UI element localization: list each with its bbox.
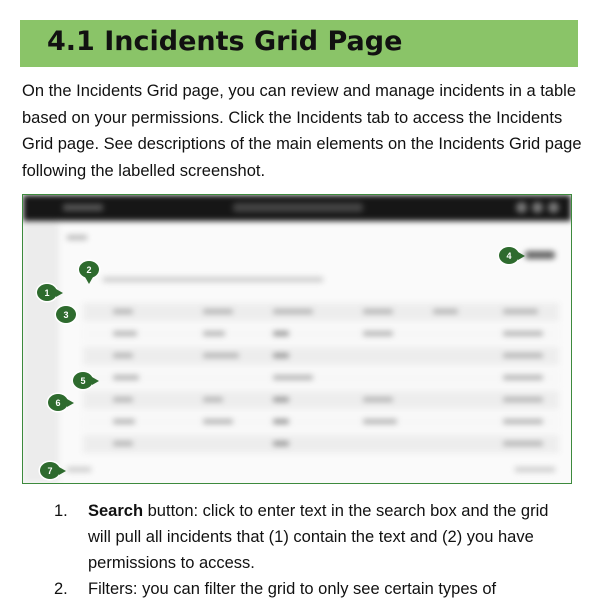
callout-marker-6: 6 (48, 394, 68, 411)
list-item-text: Filters: you can filter the grid to only see certain types of (88, 580, 497, 598)
list-item-text: button: click to enter text in the search box and the grid will pull all incidents that (1) contain the text and (2) you have permissions to access. (88, 502, 549, 572)
labelled-screenshot (22, 194, 572, 484)
list-item (54, 576, 574, 602)
list-item-term: Search (88, 502, 144, 520)
callout-marker-5: 5 (73, 372, 93, 389)
callout-marker-4: 4 (499, 247, 519, 264)
section-heading-bar (20, 20, 578, 67)
section-heading: 4.1 Incidents Grid Page (47, 26, 403, 57)
callout-marker-2: 2 (79, 261, 99, 278)
screenshot-top-bar (23, 195, 571, 221)
list-item (54, 498, 574, 576)
screenshot-sidebar (23, 221, 59, 483)
callout-marker-3: 3 (56, 306, 76, 323)
intro-paragraph: On the Incidents Grid page, you can review and manage incidents in a table based on your permissions. Click the Incidents tab to access the Incidents Grid page. See descriptions of the main elements on the Incidents Grid page following the labelled screenshot. (22, 82, 582, 180)
callout-marker-1: 1 (37, 284, 57, 301)
list-item-number: 2. (54, 580, 68, 598)
element-descriptions-list (54, 498, 574, 602)
blurred-grid-image (23, 195, 571, 483)
list-item-number: 1. (54, 502, 68, 520)
callout-marker-7: 7 (40, 462, 60, 479)
